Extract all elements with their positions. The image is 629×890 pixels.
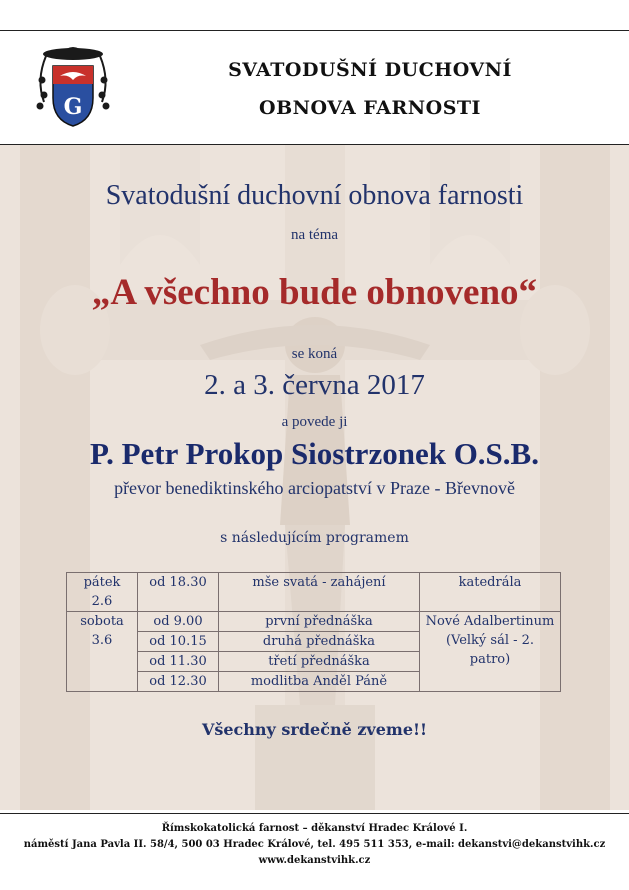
- header-top-rule: [0, 30, 629, 31]
- header-title-line1: SVATODUŠNÍ DUCHOVNÍ: [228, 59, 512, 81]
- event-date: 2. a 3. června 2017: [204, 369, 425, 401]
- day-name: pátek: [83, 575, 121, 590]
- footer-website: www.dekanstvihk.cz: [258, 855, 371, 866]
- place-cell: katedrála: [420, 573, 561, 612]
- topic-label: na téma: [290, 227, 339, 243]
- footer: [0, 810, 629, 890]
- takes-place-label: se koná: [291, 346, 338, 362]
- event-cell: modlitba Anděl Páně: [219, 672, 420, 692]
- table-row: [67, 612, 561, 632]
- footer-contact: náměstí Jana Pavla II. 58/4, 500 03 Hradec Králové, tel. 495 511 353, e-mail: dekanstvi@dekanstvihk.cz: [23, 839, 606, 850]
- header: [0, 0, 629, 145]
- header-title-line2: OBNOVA FARNOSTI: [259, 97, 481, 119]
- time-cell: od 10.15: [138, 632, 219, 652]
- table-row: [67, 573, 561, 612]
- event-cell: třetí přednáška: [219, 652, 420, 672]
- footer-rule: [0, 813, 629, 814]
- event-title: Svatodušní duchovní obnova farnosti: [105, 180, 524, 211]
- program-table: [66, 572, 561, 692]
- topic-quote: „A všechno bude obnoveno“: [91, 272, 538, 313]
- time-cell: od 11.30: [138, 652, 219, 672]
- time-cell: od 18.30: [138, 573, 219, 612]
- footer-parish-name: Římskokatolická farnost – děkanství Hradec Králové I.: [161, 823, 468, 834]
- event-cell: první přednáška: [219, 612, 420, 632]
- place-line2: (Velký sál - 2. patro): [445, 633, 535, 667]
- speaker-name: P. Petr Prokop Siostrzonek O.S.B.: [90, 436, 539, 471]
- invitation: Všechny srdečně zveme!!: [201, 720, 428, 739]
- speaker-role: převor benediktinského arciopatství v Praze - Břevnově: [114, 478, 515, 498]
- shield-letter: G: [63, 94, 83, 120]
- place-cell: [420, 612, 561, 692]
- led-by-label: a povede ji: [281, 414, 348, 430]
- time-cell: od 12.30: [138, 672, 219, 692]
- event-cell: mše svatá - zahájení: [219, 573, 420, 612]
- day-cell: [67, 573, 138, 612]
- program-intro: s následujícím programem: [220, 530, 409, 546]
- day-date: 3.6: [91, 633, 113, 648]
- time-cell: od 9.00: [138, 612, 219, 632]
- day-cell: [67, 612, 138, 692]
- day-name: sobota: [80, 614, 124, 629]
- parish-coat-of-arms-icon: [30, 40, 116, 132]
- event-cell: druhá přednáška: [219, 632, 420, 652]
- place-line1: Nové Adalbertinum: [425, 614, 555, 629]
- day-date: 2.6: [91, 594, 113, 609]
